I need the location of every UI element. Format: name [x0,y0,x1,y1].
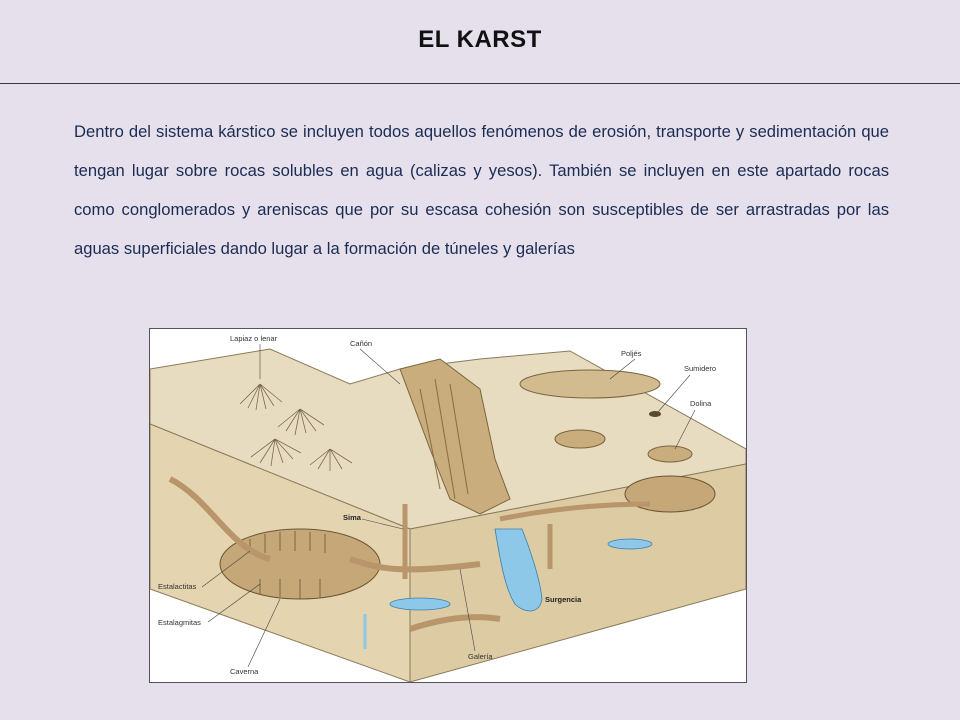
label-canon: Cañón [350,339,373,348]
label-sima: Sima [343,513,361,522]
label-dolina: Dolina [690,399,712,408]
title-divider [0,83,960,84]
body-paragraph: Dentro del sistema kárstico se incluyen todos aquellos fenómenos de erosión, transporte y sedimentación que tengan lugar sobre rocas solubles en agua (calizas y yesos). También se incluyen en este apartado rocas como conglomerados y areniscas que por su escasa cohesión son susceptibles de ser arrastradas por las aguas superficiales dando lugar a la formación de túneles y galerías [74,122,889,258]
label-poljes: Poljés [621,349,642,358]
polje [520,370,660,398]
label-sumidero: Sumidero [684,364,717,373]
label-lapiaz: Lapiaz o lenar [230,334,278,343]
sumidero-mark [649,411,661,417]
page-title: EL KARST [418,26,542,53]
water-pool-1 [390,598,450,610]
cavern-right [625,476,715,512]
karst-diagram [149,328,747,683]
label-galeria: Galería [468,652,493,661]
label-estalactitas: Estalactitas [158,582,197,591]
dolina-1 [555,430,605,448]
label-surgencia: Surgencia [545,595,582,604]
water-pool-2 [608,539,652,549]
label-estalagmitas: Estalagmitas [158,618,201,627]
dolina-2 [648,446,692,462]
label-caverna: Caverna [230,667,259,676]
